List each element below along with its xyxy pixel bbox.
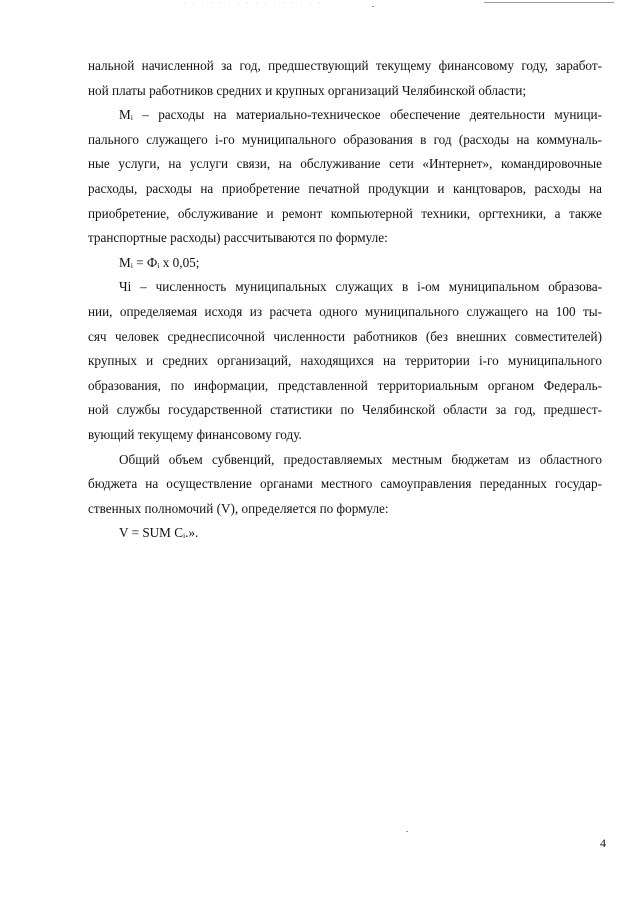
document-body: [88, 54, 602, 546]
scan-artifact: [180, 0, 320, 6]
text-line: ной платы работников средних и крупных организаций Челябинской области;: [88, 82, 527, 98]
text-line: нальной начисленной за год, предшествующий текущему финансовому году, заработ-: [88, 58, 602, 73]
paragraph-employee-count: [88, 275, 602, 447]
formula-text: V = SUM Сᵢ.».: [119, 525, 199, 541]
text-line: пального служащего i-го муниципального образования в год (расходы на коммуналь-: [88, 131, 602, 147]
text-line: сяч человек среднесписочной численности работников (без внешних совместителей): [88, 328, 602, 344]
text-line: Мᵢ – расходы на материально-техническое обеспечение деятельности муници-: [119, 107, 602, 123]
page-number: 4: [600, 836, 606, 850]
text-line: образования, по информации, представленной территориальным органом Федераль-: [88, 377, 602, 393]
formula-total-subventions: [88, 521, 602, 546]
paragraph-total-subventions: [88, 448, 602, 522]
scan-artifact: [406, 831, 408, 832]
text-line: расходы, расходы на приобретение печатной продукции и канцтоваров, расходы на: [88, 180, 602, 196]
formula-text: Мᵢ = Фᵢ х 0,05;: [119, 254, 200, 270]
text-line: транспортные расходы) рассчитываются по формуле:: [88, 230, 388, 246]
scan-artifact: [484, 2, 614, 3]
paragraph-material-costs: [88, 103, 602, 251]
text-line: ные услуги, на услуги связи, на обслуживание сети «Интернет», командировочные: [88, 156, 602, 172]
text-line: приобретение, обслуживание и ремонт компьютерной техники, оргтехники, а также: [88, 205, 602, 221]
formula-material-costs: [88, 251, 602, 276]
text-line: нии, определяемая исходя из расчета одного муниципального служащего на 100 ты-: [88, 303, 602, 319]
text-line: вующий текущему финансовому году.: [88, 426, 302, 442]
text-line: ной службы государственной статистики по Челябинской области за год, предшест-: [88, 402, 602, 418]
text-line: бюджета на осуществление органами местного самоуправления переданных государ-: [88, 476, 602, 492]
text-line: Общий объем субвенций, предоставляемых местным бюджетам из областного: [119, 451, 602, 467]
text-line: крупных и средних организаций, находящихся на территории i-го муниципального: [88, 353, 602, 369]
scan-artifact: [372, 6, 374, 7]
paragraph-continuation: [88, 54, 602, 103]
text-line: ственных полномочий (V), определяется по формуле:: [88, 500, 389, 516]
text-line: Чi – численность муниципальных служащих в i-ом муниципальном образова-: [119, 279, 602, 295]
